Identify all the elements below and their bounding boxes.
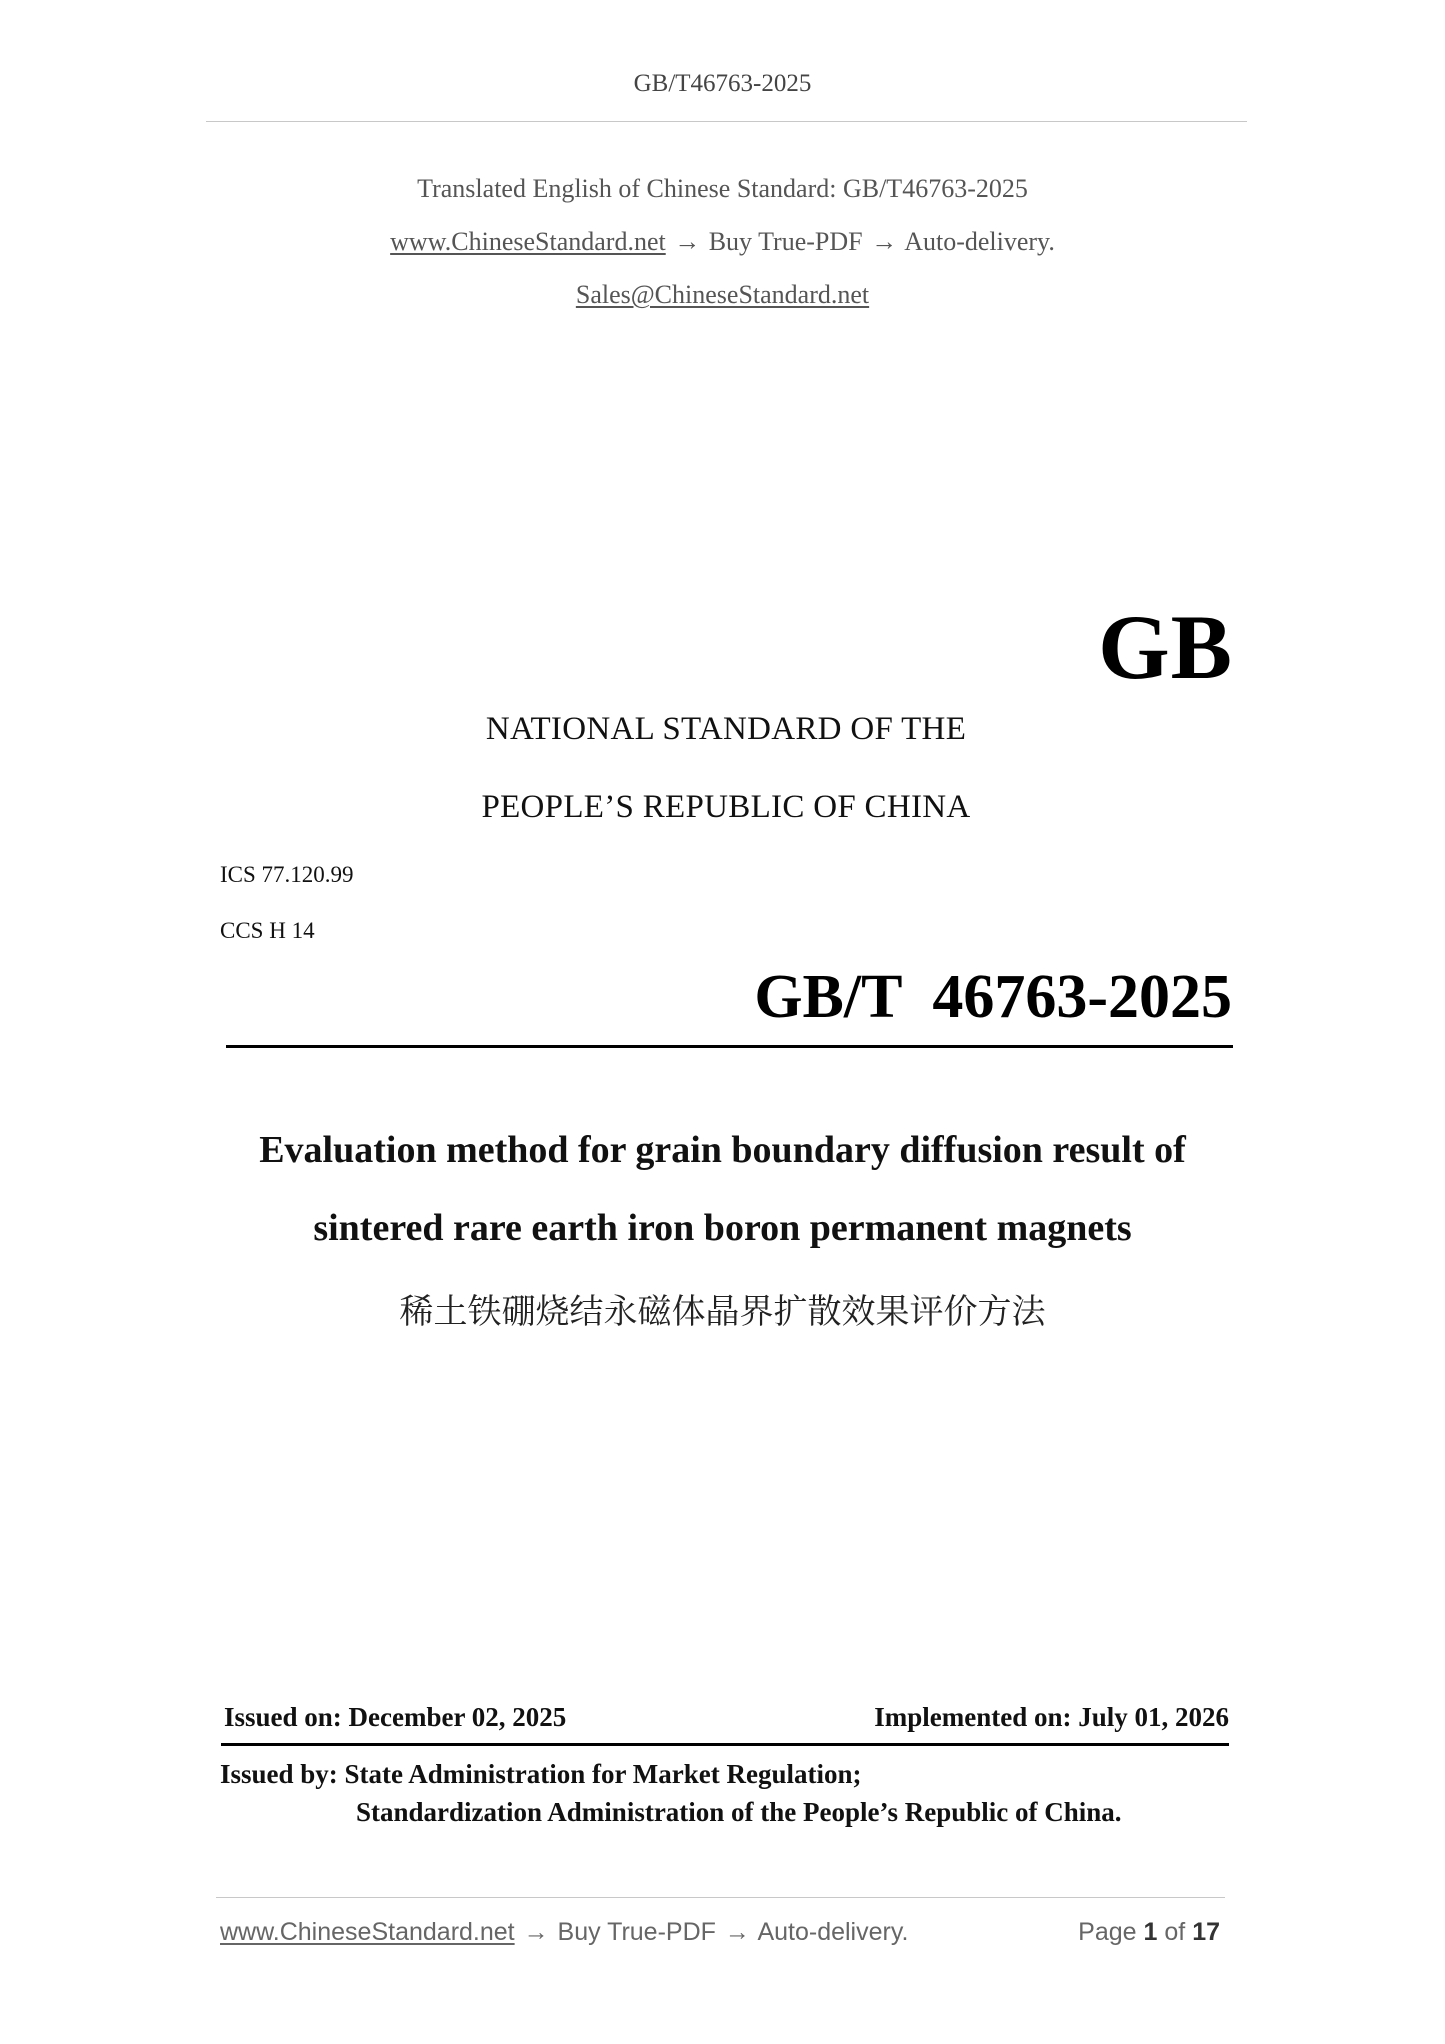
footer-buy-pdf-text: Buy True-PDF: [557, 1918, 716, 1946]
national-standard-line-2: PEOPLE’S REPUBLIC OF CHINA: [481, 789, 971, 825]
buy-pdf-text: Buy True-PDF: [708, 227, 863, 256]
national-standard-line-1: NATIONAL STANDARD OF THE: [485, 711, 967, 747]
purchase-line: [0, 227, 1445, 257]
arrow-right-icon: →: [674, 227, 701, 256]
translation-notice: Translated English of Chinese Standard: GB/T46763-2025: [417, 174, 1028, 203]
ccs-code: CCS H 14: [220, 918, 315, 943]
sales-email-link[interactable]: Sales@ChineseStandard.net: [575, 280, 870, 309]
footer-divider: [216, 1897, 1225, 1898]
standard-number: GB/T 46763-2025: [754, 963, 1232, 1031]
page-label: Page: [1078, 1918, 1137, 1946]
title-en-line-2: sintered rare earth iron boron permanent magnets: [313, 1207, 1132, 1249]
standard-number-rule: [226, 1045, 1233, 1048]
issued-by-line-2: Standardization Administration of the People’s Republic of China.: [356, 1797, 1122, 1827]
footer-site-link[interactable]: www.ChineseStandard.net: [220, 1918, 515, 1946]
implemented-on-date: Implemented on: July 01, 2026: [874, 1702, 1229, 1732]
dates-rule: [221, 1743, 1229, 1746]
title-en-line-1: Evaluation method for grain boundary diffusion result of: [259, 1129, 1186, 1171]
arrow-right-icon: →: [871, 227, 898, 256]
ics-code: ICS 77.120.99: [220, 862, 354, 887]
issued-on-date: Issued on: December 02, 2025: [224, 1702, 567, 1732]
page-current: 1: [1143, 1918, 1158, 1946]
footer-purchase-line: [220, 1918, 908, 1947]
page-indicator: [1078, 1918, 1220, 1947]
auto-delivery-text: Auto-delivery.: [904, 227, 1055, 256]
arrow-right-icon: →: [724, 1918, 750, 1946]
header-divider: [206, 121, 1247, 122]
site-link[interactable]: www.ChineseStandard.net: [390, 227, 666, 256]
arrow-right-icon: →: [523, 1918, 549, 1946]
sales-email-line: [0, 280, 1445, 310]
title-cn: 稀土铁硼烧结永磁体晶界扩散效果评价方法: [399, 1292, 1046, 1332]
issued-by-line-1: Issued by: State Administration for Market Regulation;: [220, 1759, 862, 1789]
footer-auto-delivery-text: Auto-delivery.: [757, 1918, 909, 1946]
of-label: of: [1164, 1918, 1186, 1946]
gb-mark: GB: [1098, 596, 1233, 698]
page-total: 17: [1192, 1918, 1220, 1946]
running-header: GB/T46763-2025: [633, 70, 812, 97]
